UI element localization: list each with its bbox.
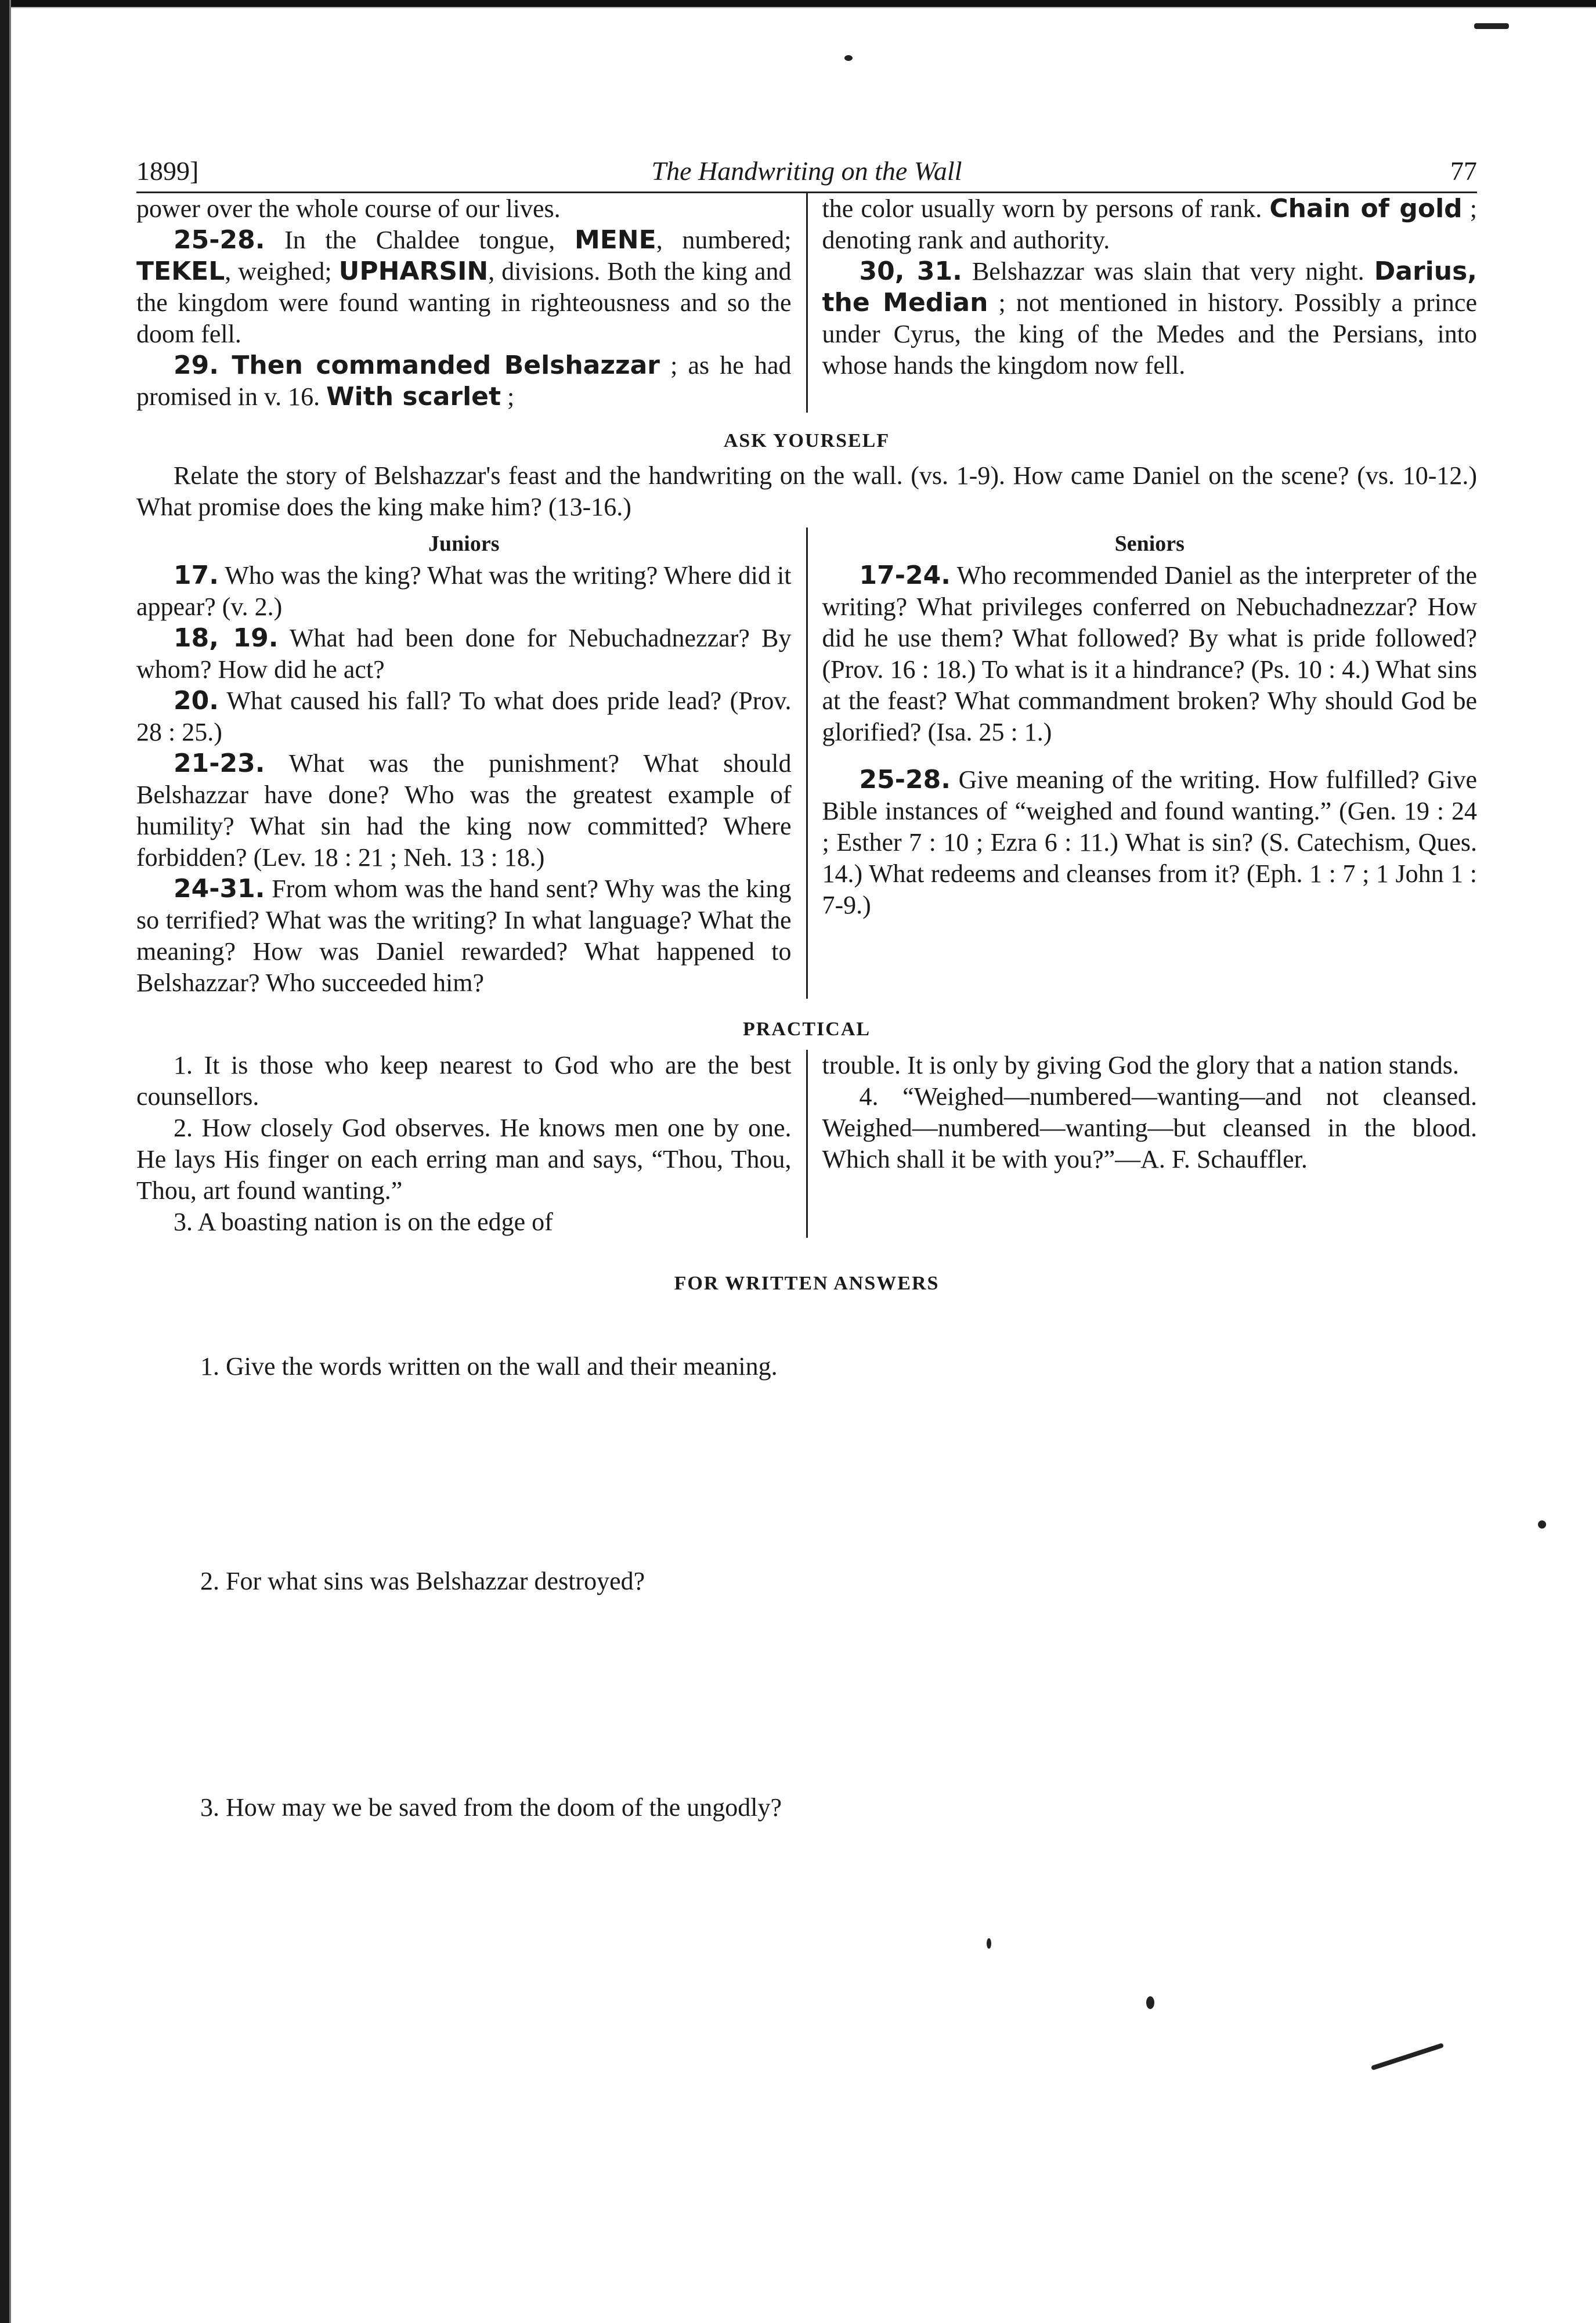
verse-reference: 18, 19. (174, 623, 279, 653)
column-divider (806, 528, 808, 999)
written-question-3: 3. How may we be saved from the doom of the ungodly? (200, 1793, 782, 1822)
question-text: What was the punishment? What should Belshazzar have done? Who was the greatest example of humility? What sin had the king now committed? Where forbidden? (Lev. 18 : 21 ; Neh. 13 : 18.) (136, 749, 792, 872)
note-text: In the Chaldee tongue, (265, 226, 575, 254)
note-text: , weighed; (225, 257, 339, 286)
note-text: Belshazzar was slain that very night. (962, 257, 1374, 286)
running-head-year: 1899] (136, 156, 199, 186)
note-text: ; as he had promised in v. 16. (136, 351, 792, 411)
scan-speck (1146, 1996, 1154, 2009)
scan-border-top (0, 0, 1596, 16)
juniors-questions (136, 560, 792, 999)
note-text: ; denoting rank and authority. (822, 194, 1477, 254)
note-text: , divisions. Both the king and the kingdom were found wanting in righteousness and so the doom fell. (136, 257, 792, 348)
question-text: What caused his fall? To what does pride lead? (Prov. 28 : 25.) (136, 687, 792, 746)
practical-left-column (136, 1050, 792, 1238)
note-text: the color usually worn by persons of rank. (822, 194, 1270, 223)
note-paragraph (136, 350, 792, 413)
bold-term: Darius, the Median (822, 256, 1477, 317)
question-text: Give meaning of the writing. How fulfilled? Give Bible instances of “weighed and found wanting.” (Gen. 19 : 24 ; Esther 7 : 10 ; Ezra 6 : 11.) What is sin? (S. Catechism, Ques. 14.) What redeems and cleanses from it? (Eph. 1 : 7 ; 1 John 1 : 7-9.) (822, 765, 1477, 919)
bold-term: Chain of gold (1269, 194, 1463, 223)
notes-section (136, 193, 1477, 413)
seniors-heading: Seniors (1114, 532, 1185, 556)
bold-term: TEKEL (136, 256, 225, 286)
written-question-1: 1. Give the words written on the wall and their meaning. (200, 1352, 778, 1381)
ask-yourself-intro: Relate the story of Belshazzar's feast and the handwriting on the wall. (vs. 1-9). How came Daniel on the scene? (vs. 10-12.) What promise does the king make him? (13-16.) (136, 461, 1477, 521)
written-answers-heading: FOR WRITTEN ANSWERS (674, 1273, 940, 1294)
juniors-heading: Juniors (428, 532, 500, 556)
column-divider (806, 193, 808, 413)
question-item (136, 685, 792, 748)
practical-section (136, 1018, 1477, 1238)
note-text: ; (501, 382, 515, 411)
practical-heading: PRACTICAL (742, 1018, 871, 1040)
practical-right-column (822, 1050, 1478, 1238)
page-number: 77 (1450, 156, 1477, 186)
verse-reference: 21-23. (174, 749, 265, 778)
note-paragraph (822, 193, 1478, 256)
practical-columns (136, 1050, 1477, 1238)
scan-border-left (0, 0, 16, 2323)
verse-reference: 25-28. (859, 765, 951, 794)
verse-reference: 25-28. (174, 225, 265, 255)
practical-point: trouble. It is only by giving God the glory that a nation stands. (822, 1051, 1459, 1079)
ask-yourself-columns (136, 528, 1477, 999)
ask-yourself-section (136, 430, 1477, 999)
running-head (136, 139, 1477, 193)
written-question-2: 2. For what sins was Belshazzar destroyed? (200, 1567, 645, 1595)
scan-speck (1474, 23, 1509, 29)
question-item (136, 873, 792, 999)
verse-reference: 24-31. (174, 874, 265, 904)
question-item (822, 764, 1478, 921)
scan-speck (1538, 1520, 1546, 1529)
column-divider (806, 1050, 808, 1238)
note-paragraph (136, 225, 792, 350)
written-answers-section (136, 1273, 1477, 1853)
verse-reference: 20. (174, 686, 219, 716)
practical-point: 1. It is those who keep nearest to God who are the best counsellors. (136, 1051, 792, 1111)
practical-point: 3. A boasting nation is on the edge of (174, 1208, 553, 1236)
notes-left-column (136, 193, 792, 413)
verse-reference: 29. (174, 351, 219, 380)
verse-reference: 30, 31. (859, 256, 962, 286)
note-paragraph (822, 256, 1478, 381)
question-text: What had been done for Nebuchadnezzar? By whom? How did he act? (136, 624, 792, 684)
question-text: Who recommended Daniel as the interpreter of the writing? What privileges conferred on Nebuchadnezzar? How did he use them? What followed? By what is pride followed? (Prov. 16 : 18.) To what is it a hindrance? (Ps. 10 : 4.) What sins at the feast? What commandment broken? Why should God be glorified? (Isa. 25 : 1.) (822, 561, 1477, 746)
notes-right-column (822, 193, 1478, 413)
question-text: From whom was the hand sent? Why was the king so terrified? What was the writing? In what language? What the meaning? How was Daniel rewarded? What happened to Belshazzar? Who succeeded him? (136, 875, 792, 997)
page (136, 139, 1477, 1853)
ask-yourself-heading: ASK YOURSELF (723, 430, 890, 451)
bold-term: UPHARSIN (338, 256, 489, 286)
scan-speck (1371, 2043, 1444, 2071)
question-item (136, 560, 792, 623)
seniors-questions (822, 560, 1478, 921)
practical-point: 4. “Weighed—numbered—wanting—and not cleansed. Weighed—numbered—wanting—but cleansed in the blood. Which shall it be with you?”—A. F. Schauffler. (822, 1082, 1477, 1173)
bold-term: With scarlet (326, 382, 501, 411)
question-text: Who was the king? What was the writing? Where did it appear? (v. 2.) (136, 561, 792, 621)
seniors-column (822, 528, 1478, 999)
question-item (822, 560, 1478, 748)
note-paragraph: power over the whole course of our lives. (136, 194, 561, 223)
scan-speck (987, 1938, 991, 1949)
practical-point: 2. How closely God observes. He knows men one by one. He lays His finger on each erring man and says, “Thou, Thou, Thou, art found wanting.” (136, 1114, 792, 1205)
bold-term: MENE (574, 225, 656, 255)
bold-term: Then commanded Belshazzar (218, 351, 660, 380)
note-text: , numbered; (656, 226, 792, 254)
note-text: ; not mentioned in history. Possibly a prince under Cyrus, the king of the Medes and the Persians, into whose hands the kingdom now fell. (822, 288, 1477, 380)
verse-reference: 17. (174, 561, 219, 590)
question-item (136, 623, 792, 685)
scan-speck (844, 55, 853, 61)
verse-reference: 17-24. (859, 561, 951, 590)
juniors-column (136, 528, 792, 999)
question-item (136, 748, 792, 873)
running-head-title: The Handwriting on the Wall (651, 156, 962, 186)
